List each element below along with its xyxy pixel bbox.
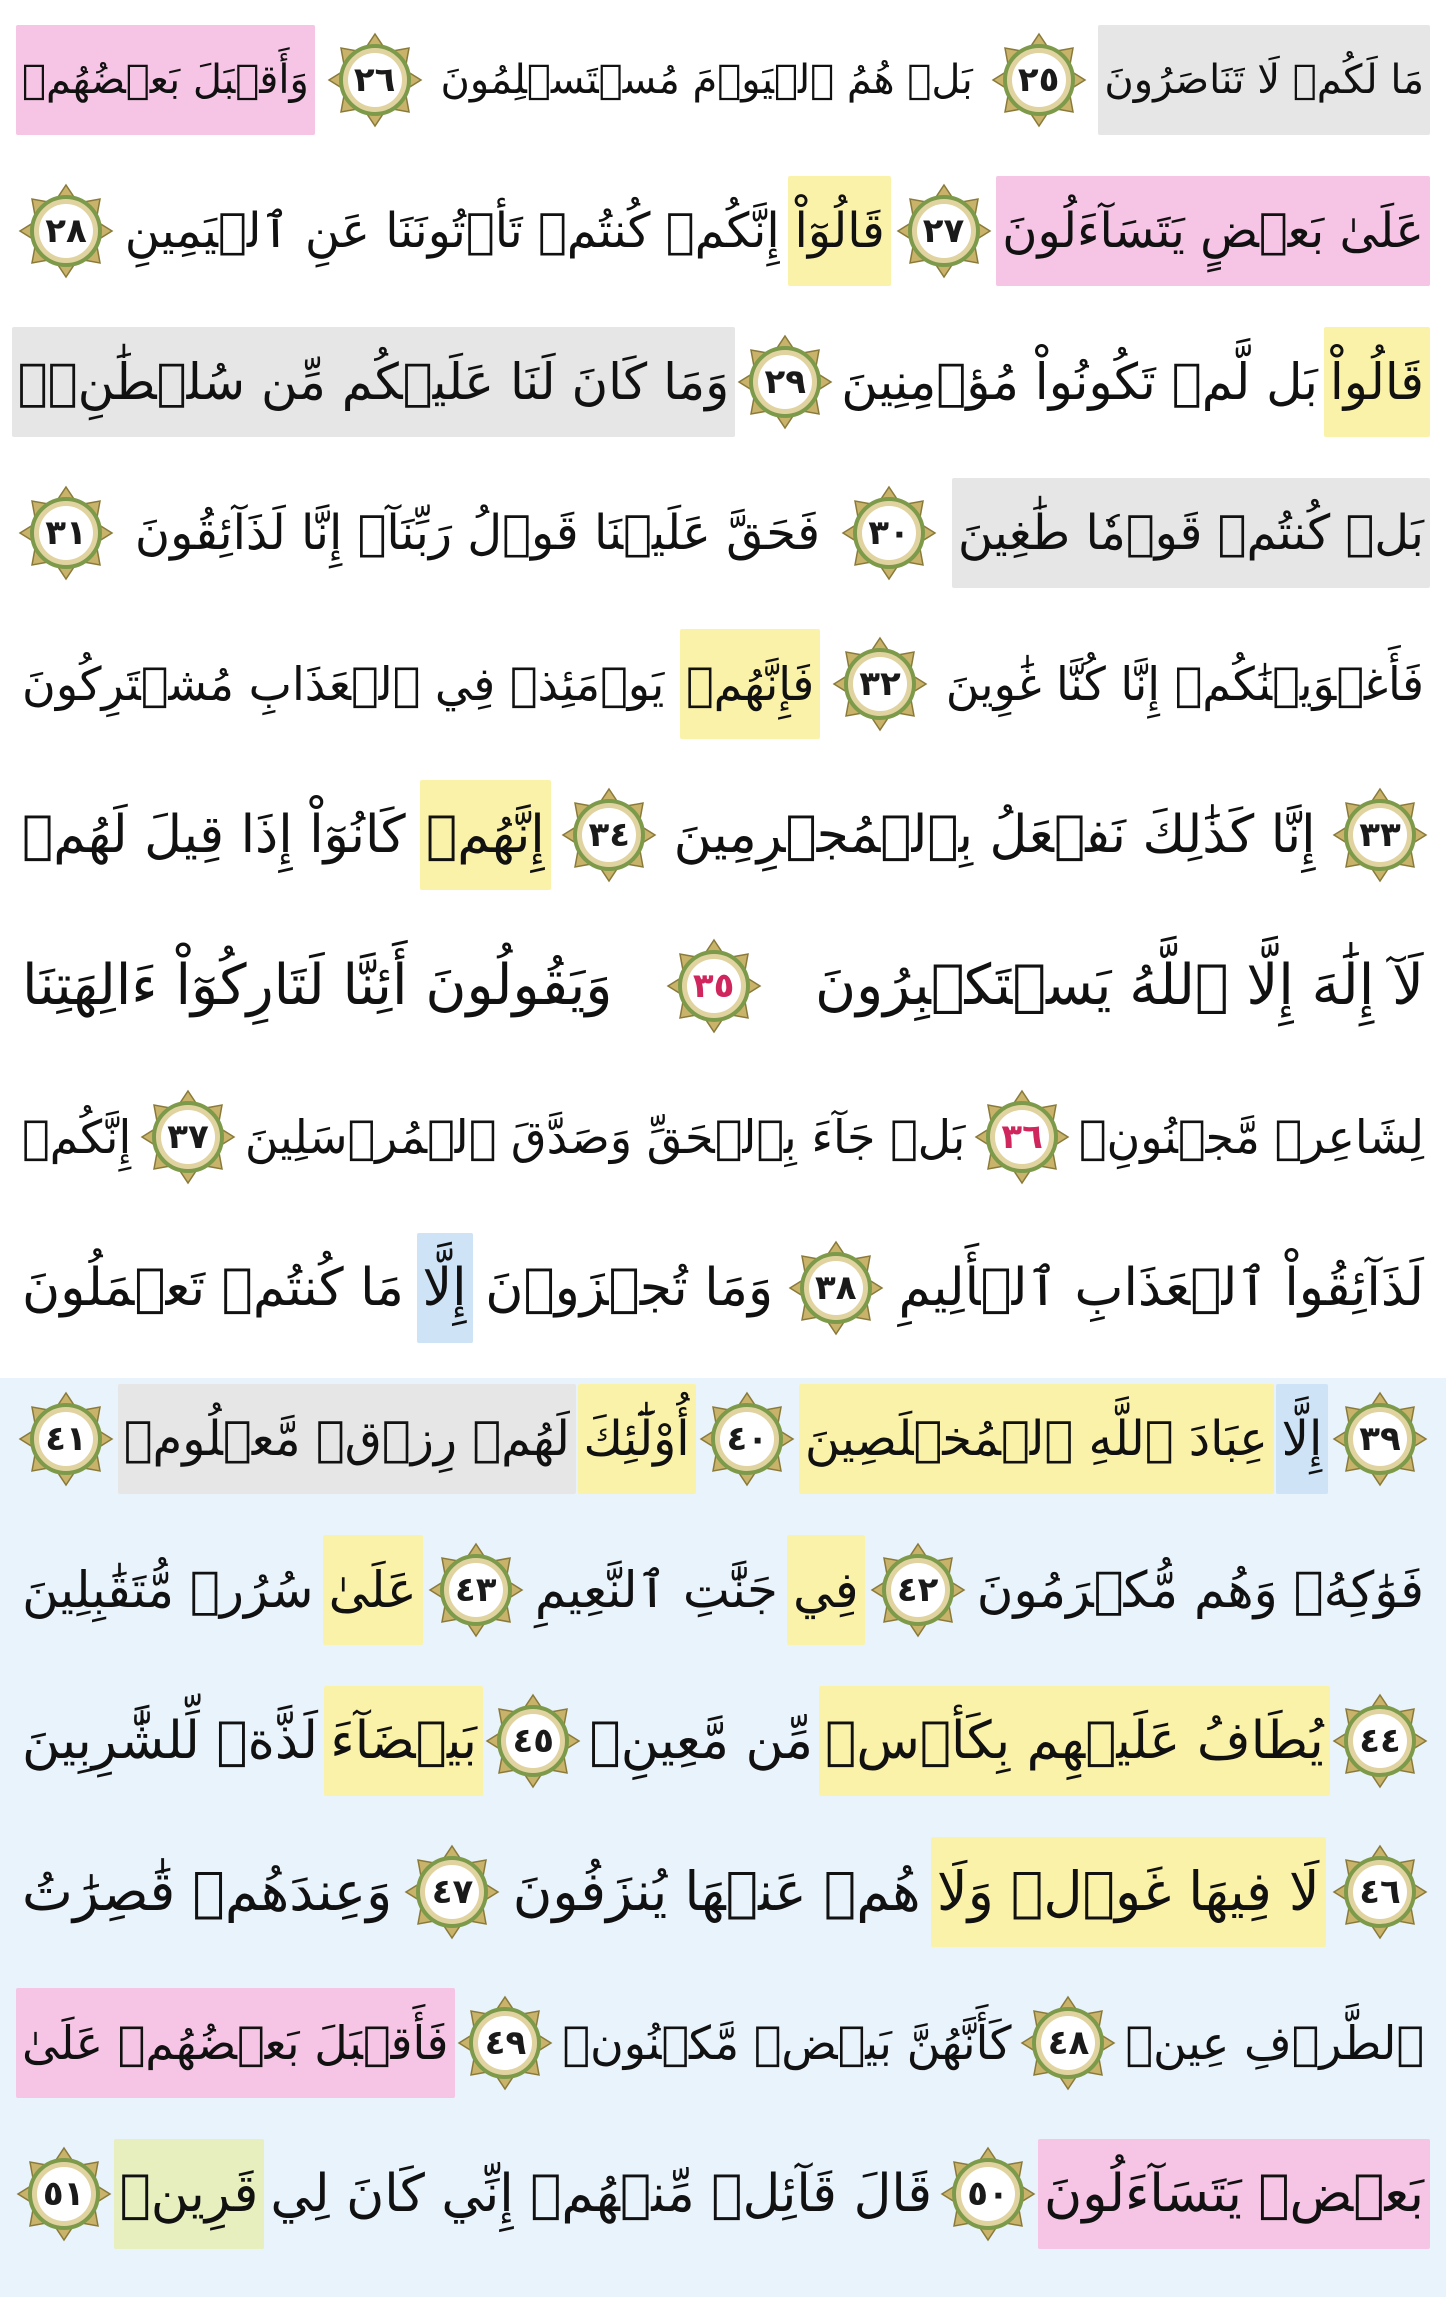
- ayah-number: ٤٥: [512, 1721, 555, 1761]
- ayah-number-marker: [16, 181, 116, 281]
- verse-line: [12, 2124, 1434, 2264]
- ayah-number: ٣٢: [859, 664, 901, 704]
- verse-text: سُرُرٖ مُّتَقَٰبِلِينَ: [22, 1561, 314, 1619]
- verse-line: [12, 312, 1434, 452]
- verse-text: مَا كُنتُمۡ تَعۡمَلُونَ: [22, 1258, 404, 1318]
- ayah-number: ٣٧: [167, 1117, 209, 1157]
- verse-line: [12, 916, 1434, 1056]
- ayah-number-marker: [483, 1691, 583, 1791]
- verse-text: قَالَ قَآئِلٞ مِّنۡهُمۡ إِنِّي كَانَ لِي: [270, 2164, 933, 2224]
- verse-text: بَلۡ جَآءَ بِٱلۡحَقِّ وَصَدَّقَ ٱلۡمُرۡسَلِينَ: [244, 1110, 966, 1164]
- ayah-number-marker: [426, 1540, 526, 1640]
- ayah-number-marker: [894, 181, 994, 281]
- verse-line: [12, 1369, 1434, 1509]
- verse-line: [12, 10, 1434, 150]
- ayah-number: ٢٦: [353, 60, 396, 100]
- ayah-number-marker: [325, 30, 425, 130]
- verse-text: كَأَنَّهُنَّ بَيۡضٞ مَّكۡنُونٞ: [562, 2016, 1012, 2070]
- ayah-number-marker: [735, 332, 835, 432]
- verse-text: لَذَّةٖ لِّلشَّٰرِبِينَ: [22, 1711, 319, 1771]
- ayah-number-marker: [1330, 785, 1430, 885]
- verse-text: وَمَا تُجۡزَوۡنَ: [485, 1258, 774, 1318]
- verse-text: لَآ إِلَٰهَ إِلَّا ٱللَّهُ يَسۡتَكۡبِرُونَ: [814, 953, 1424, 1018]
- verse-text: مِّن مَّعِينِۭ: [589, 1711, 813, 1771]
- ayah-number: ٤٤: [1359, 1721, 1401, 1761]
- highlighted-word: عِبَادَ ٱللَّهِ ٱلۡمُخۡلَصِينَ: [799, 1384, 1274, 1494]
- ayah-number-marker: [1018, 1993, 1118, 2093]
- verse-text: فَحَقَّ عَلَيۡنَا قَوۡلُ رَبِّنَآۖ إِنَّا لَذَآئِقُونَ: [134, 505, 821, 561]
- verse-text: بَل لَّمۡ تَكُونُواْ مُؤۡمِنِينَ: [841, 353, 1318, 411]
- ayah-number: ٢٧: [922, 211, 965, 251]
- highlighted-word: قَالُواْ: [1324, 327, 1430, 437]
- verse-text: إِنَّكُمۡ كُنتُمۡ تَأۡتُونَنَا عَنِ ٱلۡيَمِينِ: [124, 203, 780, 259]
- verse-line: [12, 1973, 1434, 2113]
- verse-text: جَنَّٰتِ ٱلنَّعِيمِ: [534, 1561, 778, 1619]
- verse-line: [12, 1822, 1434, 1962]
- verse-line: [12, 463, 1434, 603]
- highlighted-word: مَا لَكُمۡ لَا تَنَاصَرُونَ: [1098, 25, 1430, 135]
- ayah-number-marker: [938, 2144, 1038, 2244]
- verse-text: بَلۡ هُمُ ٱلۡيَوۡمَ مُسۡتَسۡلِمُونَ: [440, 57, 973, 103]
- ayah-number-marker: [697, 1389, 797, 1489]
- highlighted-word: بَيۡضَآءَ: [324, 1686, 483, 1796]
- ayah-number-marker: [989, 30, 1089, 130]
- highlighted-word: يُطَافُ عَلَيۡهِم بِكَأۡسٖ: [819, 1686, 1330, 1796]
- highlighted-word: فَأَقۡبَلَ بَعۡضُهُمۡ عَلَىٰ: [16, 1988, 455, 2098]
- verse-line: [12, 1671, 1434, 1811]
- ayah-number-marker: [972, 1087, 1072, 1187]
- highlighted-word: عَلَىٰ بَعۡضٍ يَتَسَآءَلُونَ: [996, 176, 1430, 286]
- highlighted-word: لَا فِيهَا غَوۡلٞ وَلَا: [931, 1837, 1326, 1947]
- ayah-number-marker: [1330, 1691, 1430, 1791]
- ayah-number-marker: [455, 1993, 555, 2093]
- highlighted-word: وَأَقۡبَلَ بَعۡضُهُمۡ: [16, 25, 315, 135]
- ayah-number-marker: [839, 483, 939, 583]
- ayah-number: ٢٩: [764, 362, 807, 402]
- highlighted-word: عَلَىٰ: [323, 1535, 423, 1645]
- ayah-number-marker: [664, 936, 764, 1036]
- ayah-number: ٤٢: [896, 1570, 939, 1610]
- highlighted-word: فَإِنَّهُمۡ: [680, 629, 820, 739]
- ayah-number: ٤٧: [431, 1872, 474, 1912]
- verse-text: وَعِندَهُمۡ قَٰصِرَٰتُ: [22, 1860, 393, 1923]
- verse-text: يَوۡمَئِذٖ فِي ٱلۡعَذَابِ مُشۡتَرِكُونَ: [22, 657, 665, 711]
- verse-line: [12, 1067, 1434, 1207]
- ayah-number-marker: [16, 1389, 116, 1489]
- ayah-number-marker: [402, 1842, 502, 1942]
- ayah-number: ٤٠: [726, 1419, 769, 1459]
- verse-text: إِنَّا كَذَٰلِكَ نَفۡعَلُ بِٱلۡمُجۡرِمِينَ: [673, 805, 1316, 865]
- highlighted-word: لَهُمۡ رِزۡقٞ مَّعۡلُومٞ: [118, 1384, 576, 1494]
- ayah-number: ٣٤: [588, 815, 630, 855]
- verse-text: ٱلطَّرۡفِ عِينٞ: [1125, 2016, 1424, 2070]
- ayah-number-marker: [16, 483, 116, 583]
- highlighted-word: وَمَا كَانَ لَنَا عَلَيۡكُم مِّن سُلۡطَٰنِۭۖ: [12, 327, 736, 437]
- ayah-number: ٣٣: [1359, 815, 1401, 855]
- verse-text: إِنَّكُمۡ: [22, 1110, 132, 1164]
- verse-text: لِشَاعِرٖ مَّجۡنُونِۭ: [1078, 1110, 1424, 1164]
- ayah-number: ٤٦: [1359, 1872, 1401, 1912]
- ayah-number: ٣٩: [1359, 1419, 1401, 1459]
- verse-line: [12, 161, 1434, 301]
- verse-line: [12, 614, 1434, 754]
- verse-text: وَيَقُولُونَ أَئِنَّا لَتَارِكُوٓاْ ءَالِهَتِنَا: [22, 953, 613, 1018]
- ayah-number-marker: [786, 1238, 886, 1338]
- verse-line: [12, 1218, 1434, 1358]
- ayah-number: ٥١: [42, 2174, 85, 2214]
- verse-line: [12, 1520, 1434, 1660]
- verse-text: هُمۡ عَنۡهَا يُنزَفُونَ: [512, 1860, 921, 1923]
- ayah-number: ٢٨: [45, 211, 87, 251]
- highlighted-word: بَعۡضٖ يَتَسَآءَلُونَ: [1038, 2139, 1430, 2249]
- ayah-number: ٣٠: [868, 513, 910, 553]
- ayah-number: ٤٨: [1047, 2023, 1090, 2063]
- ayah-number-marker: [830, 634, 930, 734]
- verse-text: فَأَغۡوَيۡنَٰكُمۡ إِنَّا كُنَّا غَٰوِينَ: [945, 657, 1424, 711]
- highlighted-word: أُوْلَٰٓئِكَ: [578, 1384, 696, 1494]
- highlighted-word: إِنَّهُمۡ: [420, 780, 551, 890]
- verse-text: لَذَآئِقُواْ ٱلۡعَذَابِ ٱلۡأَلِيمِ: [898, 1258, 1424, 1318]
- ayah-number: ٢٥: [1017, 60, 1060, 100]
- highlighted-word: قَرِينٞ: [114, 2139, 265, 2249]
- verse-text: فَوَٰكِهُۖ وَهُم مُّكۡرَمُونَ: [976, 1561, 1424, 1619]
- ayah-number-marker: [559, 785, 659, 885]
- highlighted-word: بَلۡ كُنتُمۡ قَوۡمٗا طَٰغِينَ: [952, 478, 1430, 588]
- ayah-number: ٣٥: [692, 966, 735, 1006]
- ayah-number: ٣٨: [815, 1268, 857, 1308]
- ayah-number: ٤٣: [455, 1570, 497, 1610]
- verse-line: [12, 765, 1434, 905]
- ayah-number-marker: [868, 1540, 968, 1640]
- ayah-number: ٤٩: [484, 2023, 527, 2063]
- highlighted-word: فِي: [787, 1535, 865, 1645]
- verse-text: كَانُوٓاْ إِذَا قِيلَ لَهُمۡ: [22, 805, 406, 865]
- highlighted-word: إِلَّا: [417, 1233, 473, 1343]
- highlighted-word: قَالُوٓاْ: [788, 176, 890, 286]
- ayah-number-marker: [1330, 1389, 1430, 1489]
- ayah-number: ٣٦: [1001, 1117, 1043, 1157]
- highlighted-word: إِلَّا: [1276, 1384, 1329, 1494]
- ayah-number-marker: [14, 2144, 114, 2244]
- ayah-number-marker: [138, 1087, 238, 1187]
- ayah-number: ٤١: [45, 1419, 87, 1459]
- ayah-number-marker: [1330, 1842, 1430, 1942]
- ayah-number: ٥٠: [967, 2174, 1009, 2214]
- ayah-number: ٣١: [45, 513, 87, 553]
